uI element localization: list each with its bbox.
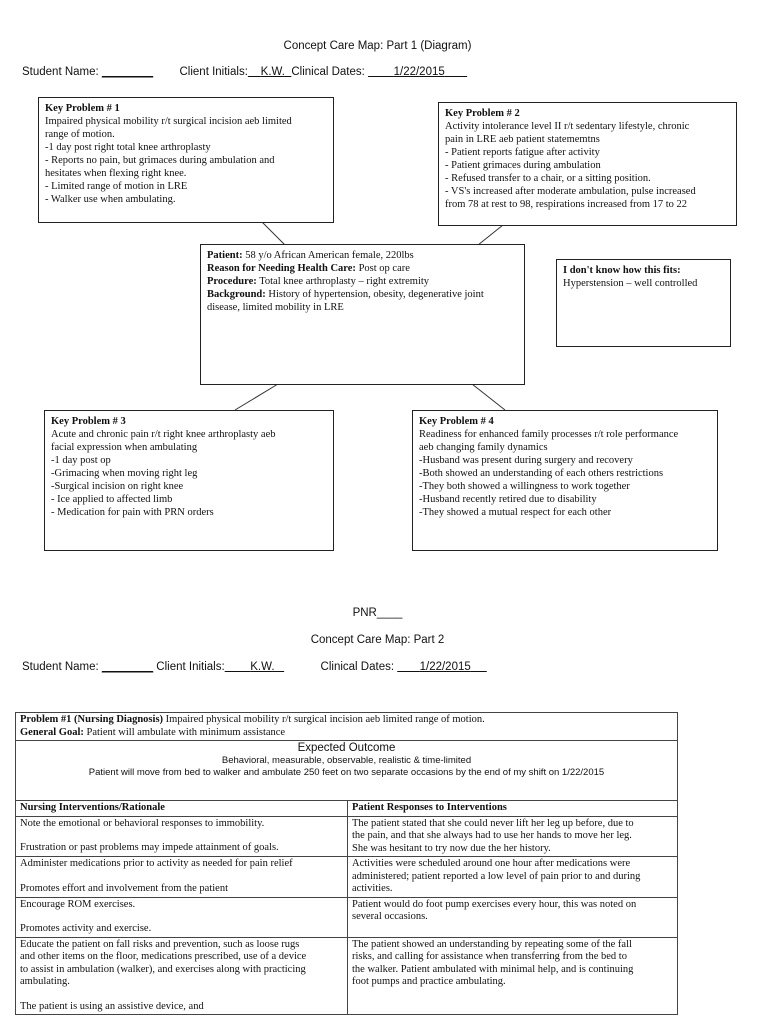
key-problem-2-title: Key Problem # 2 xyxy=(445,108,520,119)
cell-line: Encourage ROM exercises. xyxy=(20,898,136,910)
connector-p2 xyxy=(478,225,503,245)
response-cell xyxy=(348,897,678,937)
expected-outcome-subtitle: Behavioral, measurable, observable, realistic & time-limited xyxy=(221,754,472,766)
kp2-line: - Patient reports fatigue after activity xyxy=(445,147,600,158)
kp1-line: Impaired physical mobility r/t surgical incision aeb limited xyxy=(45,116,292,127)
table-row xyxy=(16,816,678,857)
kp1-line: - Walker use when ambulating. xyxy=(45,194,176,205)
cell-line: Note the emotional or behavioral responses to immobility. xyxy=(20,817,265,829)
unknown-fit-text: Hyperstension – well controlled xyxy=(563,278,698,289)
care-plan-table xyxy=(15,712,678,1015)
cell-line: Activities were scheduled around one hour after medications were xyxy=(352,858,631,869)
reason-line xyxy=(207,262,518,275)
expected-outcome-text: Patient will move from bed to walker and ambulate 250 feet on two separate occasions by the end of my shift on 1/22/2015 xyxy=(88,767,605,778)
table-row xyxy=(16,857,678,898)
table-row xyxy=(16,937,678,1015)
student-name-label: Student Name: xyxy=(22,661,99,673)
patient-label: Patient: xyxy=(207,250,243,261)
part2-header-row xyxy=(22,661,487,673)
kp2-line: from 78 at rest to 98, respirations increased from 17 to 22 xyxy=(445,199,688,210)
part1-title: Concept Care Map: Part 1 (Diagram) xyxy=(283,40,472,52)
client-initials-label: Client Initials: xyxy=(179,66,248,78)
patient-value: 58 y/o African American female, 220lbs xyxy=(245,250,414,261)
kp3-line: facial expression when ambulating xyxy=(51,442,198,453)
cell-line: Promotes activity and exercise. xyxy=(20,923,152,934)
cell-line: several occasions. xyxy=(352,911,428,922)
kp3-line: -Grimacing when moving right leg xyxy=(51,468,198,479)
kp4-line: -They both showed a willingness to work together xyxy=(419,481,630,492)
kp2-line: Activity intolerance level II r/t sedentary lifestyle, chronic xyxy=(445,121,690,132)
clinical-dates-value: 1/22/2015 xyxy=(419,661,471,673)
connector-p4 xyxy=(472,384,505,410)
unknown-fit-box xyxy=(556,259,731,347)
clinical-dates-label: Clinical Dates: xyxy=(320,661,395,673)
problem-cell xyxy=(16,713,678,741)
kp2-line: - Patient grimaces during ambulation xyxy=(445,160,601,171)
response-cell xyxy=(348,857,678,898)
key-problem-1-title: Key Problem # 1 xyxy=(45,103,120,114)
client-initials-value: K.W. xyxy=(260,66,285,78)
goal-text: Patient will ambulate with minimum assistance xyxy=(86,726,286,738)
kp1-line: - Limited range of motion in LRE xyxy=(45,181,188,192)
student-name-value: ________ xyxy=(101,66,154,78)
reason-label: Reason for Needing Health Care: xyxy=(207,263,356,274)
unknown-fit-title: I don't know how this fits: xyxy=(563,265,681,276)
kp2-line: - Refused transfer to a chair, or a sitting position. xyxy=(445,173,651,184)
background-label: Background: xyxy=(207,289,266,300)
response-cell xyxy=(348,816,678,857)
key-problem-4-title: Key Problem # 4 xyxy=(419,416,494,427)
cell-line: the pain, and that she always had to use her hands to move her leg. xyxy=(352,830,632,841)
problem-text: Impaired physical mobility r/t surgical incision aeb limited range of motion. xyxy=(165,714,485,725)
kp3-line: - Medication for pain with PRN orders xyxy=(51,507,214,518)
kp3-line: - Ice applied to affected limb xyxy=(51,494,173,505)
kp4-line: -Husband recently retired due to disability xyxy=(419,494,597,505)
background-line-2: disease, limited mobility in LRE xyxy=(207,302,344,313)
kp1-line: - Reports no pain, but grimaces during ambulation and xyxy=(45,155,275,166)
patient-box xyxy=(200,244,525,385)
col-header-responses: Patient Responses to Interventions xyxy=(348,801,678,817)
col-header-interventions: Nursing Interventions/Rationale xyxy=(16,801,348,817)
cell-line: administered; patient reported a low level of pain prior to and during xyxy=(352,870,641,882)
cell-line: The patient stated that she could never lift her leg up before, due to xyxy=(352,817,634,829)
intervention-cell xyxy=(16,937,348,1015)
kp1-line: hesitates when flexing right knee. xyxy=(45,168,187,179)
connector-p3 xyxy=(235,384,278,410)
student-name-value: ________ xyxy=(101,661,154,673)
cell-line: and other items on the floor, medications prescribed, use of a device xyxy=(20,951,307,962)
goal-label: General Goal: xyxy=(20,726,84,738)
part2-title: Concept Care Map: Part 2 xyxy=(310,634,445,646)
kp3-line: -Surgical incision on right knee xyxy=(51,481,184,492)
kp4-line: -They showed a mutual respect for each other xyxy=(419,507,612,518)
clinical-dates-value: 1/22/2015 xyxy=(393,66,445,78)
kp1-line: -1 day post right total knee arthroplasty xyxy=(45,142,211,153)
cell-line: to assist in ambulation (walker), and exercises along with practicing xyxy=(20,963,306,975)
procedure-label: Procedure: xyxy=(207,276,257,287)
pnr-label: PNR____ xyxy=(352,607,403,619)
procedure-value: Total knee arthroplasty – right extremity xyxy=(259,276,430,287)
cell-line: Educate the patient on fall risks and prevention, such as loose rugs xyxy=(20,938,300,950)
cell-line: the walker. Patient ambulated with minimal help, and is continuing xyxy=(352,963,634,975)
kp3-line: -1 day post op xyxy=(51,455,111,466)
cell-line: risks, and calling for assistance when transferring from the bed to xyxy=(352,951,627,962)
expected-outcome-title: Expected Outcome xyxy=(297,742,396,754)
kp1-line: range of motion. xyxy=(45,129,115,140)
intervention-cell xyxy=(16,897,348,937)
student-name-label: Student Name: xyxy=(22,66,99,78)
cell-line: The patient is using an assistive device, and xyxy=(20,1000,204,1012)
kp4-line: -Both showed an understanding of each others restrictions xyxy=(419,468,664,479)
kp4-line: aeb changing family dynamics xyxy=(419,442,548,453)
expected-outcome-cell xyxy=(16,741,678,801)
cell-line: The patient showed an understanding by repeating some of the fall xyxy=(352,938,632,950)
cell-line: Frustration or past problems may impede attainment of goals. xyxy=(20,842,279,853)
table-row xyxy=(16,897,678,937)
cell-line: activities. xyxy=(352,883,393,894)
cell-line: Patient would do foot pump exercises every hour, this was noted on xyxy=(352,898,637,910)
cell-line: foot pumps and practice ambulating. xyxy=(352,976,506,987)
key-problem-3-box xyxy=(44,410,334,551)
procedure-line xyxy=(207,275,518,288)
response-cell xyxy=(348,937,678,1015)
intervention-cell xyxy=(16,857,348,898)
cell-line: ambulating. xyxy=(20,976,70,987)
key-problem-4-box xyxy=(412,410,718,551)
key-problem-2-box xyxy=(438,102,737,226)
connector-p1 xyxy=(262,222,285,245)
background-line xyxy=(207,288,518,301)
cell-line: Promotes effort and involvement from the patient xyxy=(20,882,229,894)
kp2-line: pain in LRE aeb patient statememtns xyxy=(445,134,600,145)
cell-line: She was hesitant to try now due the her history. xyxy=(352,842,551,854)
kp3-line: Acute and chronic pain r/t right knee arthroplasty aeb xyxy=(51,429,276,440)
reason-value: Post op care xyxy=(358,263,410,274)
key-problem-3-title: Key Problem # 3 xyxy=(51,416,126,427)
client-initials-label: Client Initials: xyxy=(156,661,225,673)
kp4-line: Readiness for enhanced family processes r/t role performance xyxy=(419,429,679,440)
problem-label: Problem #1 (Nursing Diagnosis) xyxy=(20,714,164,725)
background-value: History of hypertension, obesity, degenerative joint xyxy=(268,289,484,300)
key-problem-1-box xyxy=(38,97,334,223)
intervention-cell xyxy=(16,816,348,857)
cell-line: Administer medications prior to activity as needed for pain relief xyxy=(20,858,293,869)
clinical-dates-label: Clinical Dates: xyxy=(291,66,365,78)
kp2-line: - VS's increased after moderate ambulation, pulse increased xyxy=(445,186,696,197)
client-initials-value: K.W. xyxy=(250,661,275,673)
patient-line xyxy=(207,249,518,262)
kp4-line: -Husband was present during surgery and recovery xyxy=(419,455,633,466)
